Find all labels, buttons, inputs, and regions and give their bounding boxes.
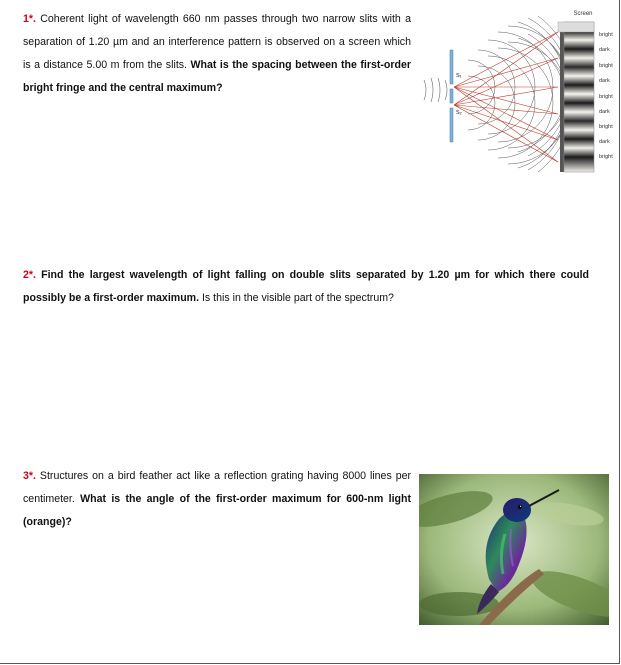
question-3 xyxy=(23,465,411,534)
fringe-label: bright xyxy=(599,94,613,100)
question-1 xyxy=(23,8,411,100)
slit-1-label: S₁ xyxy=(456,73,462,79)
question-1-text: Coherent light of wavelength 660 nm passes through two narrow slits with a separation of 1.20 µm and an interference pattern is observed on a screen which is a distance 5.00 m from the slits. xyxy=(23,13,411,71)
fringe-label: dark xyxy=(599,139,610,145)
double-slit-drawing xyxy=(418,10,618,175)
fringe-label: dark xyxy=(599,47,610,53)
question-2-bold-text: Find the largest wavelength of light falling on double slits separated by 1.20 µm for which there could possibly be a first-order maximum. xyxy=(23,269,589,304)
question-2-number: 2*. xyxy=(23,269,36,281)
slit-2-label: S₂ xyxy=(456,110,462,116)
question-1-number: 1*. xyxy=(23,13,36,25)
fringe-label: dark xyxy=(599,78,610,84)
fringe-label: bright xyxy=(599,32,613,38)
question-2-text: Is this in the visible part of the spectrum? xyxy=(199,292,394,304)
double-slit-diagram xyxy=(418,10,618,175)
fringe-label: bright xyxy=(599,154,613,160)
question-2 xyxy=(23,264,589,310)
incoming-wavefronts xyxy=(424,78,447,102)
question-3-number: 3*. xyxy=(23,470,36,482)
fringe-label: dark xyxy=(599,109,610,115)
hummingbird-image xyxy=(419,474,609,625)
fringe-label: bright xyxy=(599,124,613,130)
hummingbird-photo xyxy=(419,474,609,625)
circular-wavefronts xyxy=(468,16,574,172)
question-3-bold-text: What is the angle of the first-order maximum for 600-nm light (orange)? xyxy=(23,493,411,528)
screen-label: Screen xyxy=(573,11,593,17)
question-1-bold-text: What is the spacing between the first-order bright fringe and the central maximum? xyxy=(23,59,412,94)
fringe-label: bright xyxy=(599,63,613,69)
question-3-text: Structures on a bird feather act like a reflection grating having 8000 lines per centimeter. xyxy=(23,470,411,505)
